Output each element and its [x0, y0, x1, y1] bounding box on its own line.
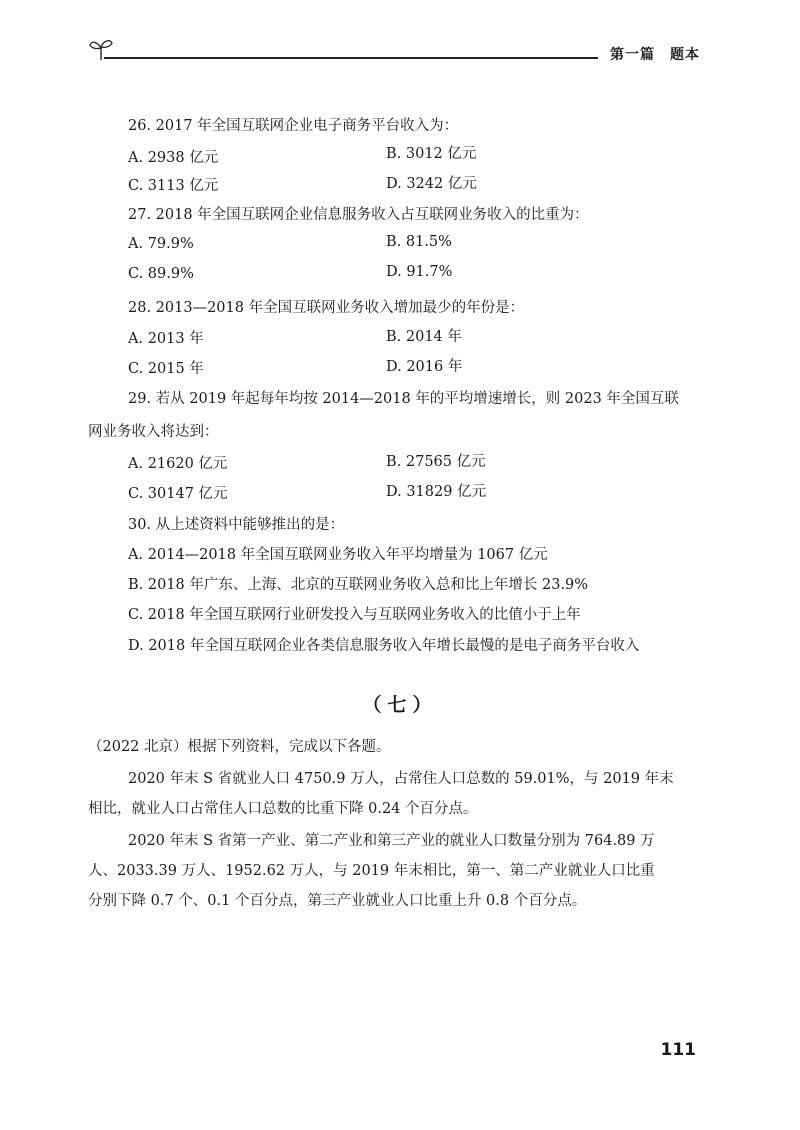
question-28-option-d: D. 2016 年	[386, 359, 463, 375]
question-28-option-b: B. 2014 年	[386, 329, 462, 345]
paragraph-2-line-2: 人、2033.39 万人、1952.62 万人，与 2019 年末相比，第一、第二产业就业人口比重	[88, 863, 655, 879]
question-28-stem: 28. 2013—2018 年全国互联网业务收入增加最少的年份是：	[128, 300, 525, 316]
question-28-option-a: A. 2013 年	[128, 331, 204, 347]
paragraph-1-line-2: 相比，就业人口占常住人口总数的比重下降 0.24 个百分点。	[88, 801, 478, 817]
question-29-option-c: C. 30147 亿元	[128, 486, 228, 502]
page-number: 111	[660, 1040, 696, 1060]
question-27-option-b: B. 81.5%	[386, 234, 452, 250]
question-26-option-a: A. 2938 亿元	[128, 150, 219, 166]
question-26-stem: 26. 2017 年全国互联网企业电子商务平台收入为：	[128, 118, 459, 134]
question-29-stem-line2: 网业务收入将达到：	[88, 424, 219, 440]
paragraph-1-line-1: 2020 年末 S 省就业人口 4750.9 万人，占常住人口总数的 59.01%，与 2019 年末	[128, 771, 674, 787]
question-30-option-a: A. 2014—2018 年全国互联网业务收入年平均增量为 1067 亿元	[128, 547, 548, 563]
question-30-option-c: C. 2018 年全国互联网行业研发投入与互联网业务收入的比值小于上年	[128, 607, 581, 623]
question-29-option-a: A. 21620 亿元	[128, 456, 228, 472]
question-29-option-b: B. 27565 亿元	[386, 454, 486, 470]
section-title: 第一篇 题本	[610, 47, 700, 63]
question-27-stem: 27. 2018 年全国互联网企业信息服务收入占互联网业务收入的比重为：	[128, 207, 589, 223]
part-intro: （2022 北京）根据下列资料，完成以下各题。	[88, 739, 391, 755]
question-27-option-d: D. 91.7%	[386, 264, 453, 280]
question-30-option-d: D. 2018 年全国互联网企业各类信息服务收入年增长最慢的是电子商务平台收入	[128, 638, 640, 654]
question-26-option-c: C. 3113 亿元	[128, 178, 219, 194]
question-26-option-d: D. 3242 亿元	[386, 176, 477, 192]
question-27-option-a: A. 79.9%	[128, 236, 194, 252]
paragraph-2-line-1: 2020 年末 S 省第一产业、第二产业和第三产业的就业人口数量分别为 764.89 万	[128, 833, 655, 849]
question-30-option-b: B. 2018 年广东、上海、北京的互联网业务收入总和比上年增长 23.9%	[128, 577, 589, 593]
question-29-stem-line1: 29. 若从 2019 年起每年均按 2014—2018 年的平均增速增长，则 2023 年全国互联	[128, 391, 679, 407]
paragraph-2-line-3: 分别下降 0.7 个、0.1 个百分点，第三产业就业人口比重上升 0.8 个百分点。	[88, 893, 587, 909]
question-28-option-c: C. 2015 年	[128, 361, 204, 377]
part-title: （七）	[362, 694, 438, 716]
question-29-option-d: D. 31829 亿元	[386, 484, 487, 500]
question-26-option-b: B. 3012 亿元	[386, 146, 477, 162]
question-27-option-c: C. 89.9%	[128, 266, 194, 282]
question-30-stem: 30. 从上述资料中能够推出的是：	[128, 517, 345, 533]
